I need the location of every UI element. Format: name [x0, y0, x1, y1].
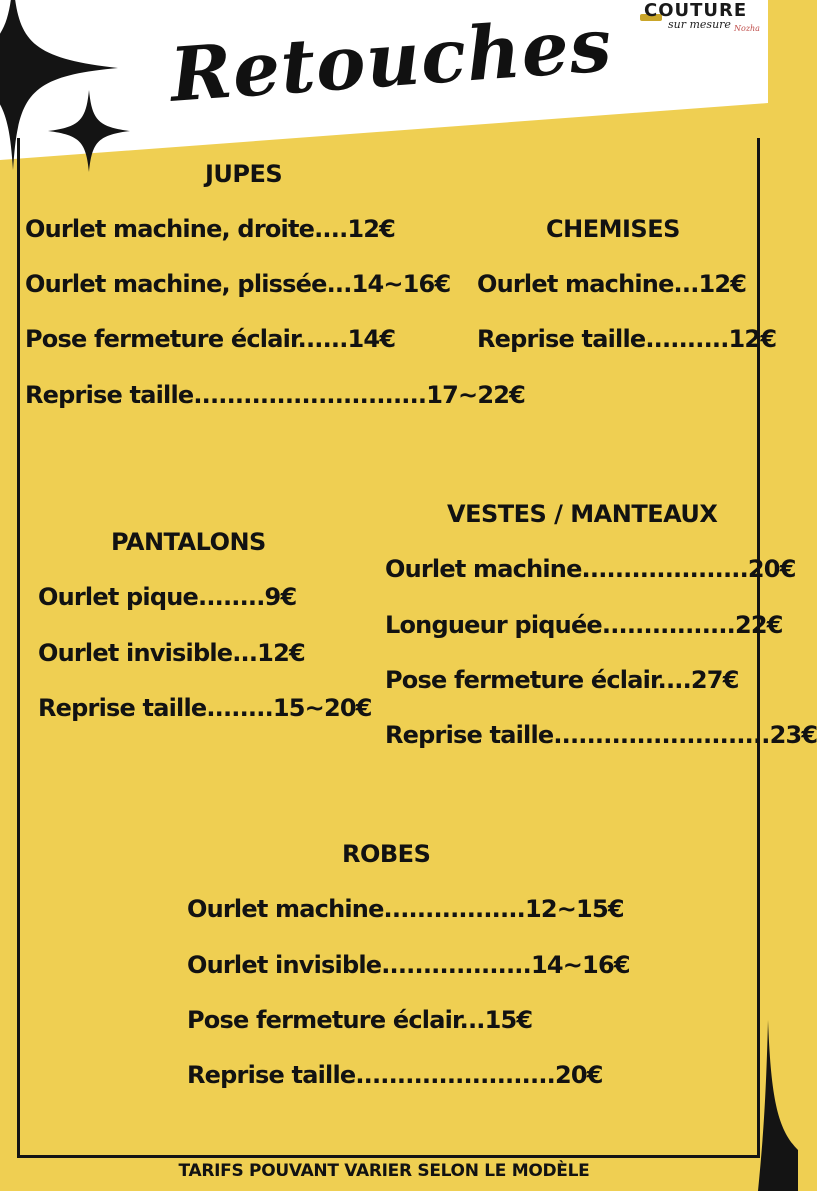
- pricing-disclaimer: TARIFS POUVANT VARIER SELON LE MODÈLE: [178, 1161, 590, 1181]
- price-line-robes-2: Ourlet invisible..................14~16€: [187, 951, 630, 979]
- sparkle-star-small-icon: [48, 90, 130, 172]
- price-line-vestes-1: Ourlet machine....................20€: [385, 555, 796, 583]
- section-title-jupes: JUPES: [205, 160, 283, 188]
- section-title-pantalons: PANTALONS: [111, 528, 266, 556]
- price-line-jupes-4: Reprise taille............................17~22€: [25, 381, 526, 409]
- price-line-pantalons-2: Ourlet invisible...12€: [38, 639, 305, 667]
- price-line-chemises-2: Reprise taille..........12€: [477, 325, 777, 353]
- price-line-jupes-3: Pose fermeture éclair......14€: [25, 325, 396, 353]
- price-line-vestes-2: Longueur piquée................22€: [385, 611, 783, 639]
- price-line-jupes-2: Ourlet machine, plissée...14~16€: [25, 270, 451, 298]
- section-title-chemises: CHEMISES: [546, 215, 680, 243]
- brand-logo: [640, 0, 768, 40]
- logo-signature: Nozha: [734, 24, 760, 33]
- section-title-robes: ROBES: [342, 840, 431, 868]
- price-line-robes-4: Reprise taille........................20€: [187, 1061, 603, 1089]
- price-line-vestes-3: Pose fermeture éclair....27€: [385, 666, 739, 694]
- logo-tagline: sur mesure: [668, 18, 731, 31]
- price-line-pantalons-1: Ourlet pique........9€: [38, 583, 297, 611]
- price-line-jupes-1: Ourlet machine, droite....12€: [25, 215, 396, 243]
- section-title-vestes: VESTES / MANTEAUX: [447, 500, 718, 528]
- price-line-pantalons-3: Reprise taille........15~20€: [38, 694, 372, 722]
- price-line-robes-3: Pose fermeture éclair...15€: [187, 1006, 533, 1034]
- logo-wordmark: COUTURE: [644, 0, 748, 21]
- price-line-vestes-4: Reprise taille..........................23€: [385, 721, 817, 749]
- price-line-chemises-1: Ourlet machine...12€: [477, 270, 747, 298]
- page-title: Retouches: [167, 2, 615, 119]
- price-line-robes-1: Ourlet machine.................12~15€: [187, 895, 624, 923]
